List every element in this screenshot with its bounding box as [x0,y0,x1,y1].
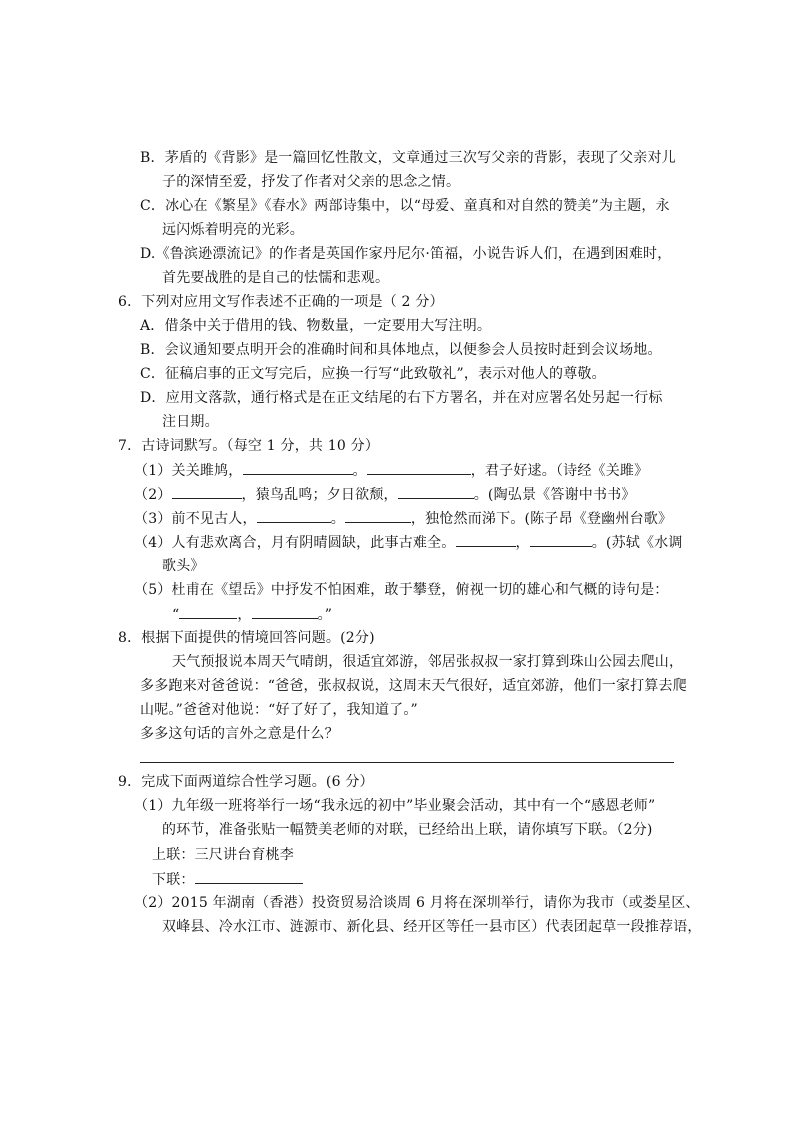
q5-option-d-line2: 首先要战胜的是自己的怯懦和悲观。 [162,270,390,286]
q7-item-3-text-c: ，独怆然而涕下。(陈子昂《登幽州台歌》 [410,511,673,527]
blank[interactable] [367,460,471,475]
q7-item-2-text-b: ，猿鸟乱鸣；夕日欲颓， [241,487,398,503]
blank[interactable] [179,604,237,619]
q7-item-1 [134,460,648,481]
q7-item-4 [134,532,683,553]
q7-item-5: （5）杜甫在《望岳》中抒发不怕困难，敢于攀登，俯视一切的雄心和气概的诗句是： [134,582,669,598]
q5-option-b-line1: B．茅盾的《背影》是一篇回忆性散文，文章通过三次写父亲的背影，表现了父亲对儿 [140,150,676,166]
blank[interactable] [456,532,516,547]
q7-item-4-line2: 歌头》 [162,558,205,574]
q5-option-b-line2: 子的深情至爱，抒发了作者对父亲的思念之情。 [162,174,461,190]
q7-item-1-text-c: ，君子好逑。（诗经《关雎》 [470,463,649,479]
q6-option-d-line2: 注日期。 [162,414,219,430]
q5-option-c-line2: 远闪烁着明亮的光彩。 [162,222,304,238]
q7-item-2-text-a: （2） [134,487,172,503]
q9-upper-couplet: 上联：三尺讲台育桃李 [152,847,294,863]
q8-passage-line3: 山呢。”爸爸对他说：“好了好了，我知道了。” [140,702,418,718]
q7-item-5-blanks [172,604,332,625]
q6-option-a: A．借条中关于借用的钱、物数量，一定要用大写注明。 [140,318,492,334]
blank[interactable] [530,532,592,547]
q5-option-c-line1: C．冰心在《繁星》《春水》两部诗集中，以“母爱、童真和对自然的赞美”为主题，永 [140,198,670,214]
q7-item-3-text-b: 。 [330,511,345,527]
q9-lower-label: 下联： [152,872,195,888]
q7-item-4-text-c: 。(苏轼《水调 [591,535,683,551]
q8-stem: 8．根据下面提供的情境回答问题。(2分) [118,630,375,646]
q9-lower-couplet [152,869,303,890]
blank[interactable] [252,604,318,619]
q7-stem: 7．古诗词默写。（每空 1 分，共 10 分） [118,438,380,454]
q5-option-d-line1: D.《鲁滨逊漂流记》的作者是英国作家丹尼尔·笛福，小说告诉人们，在遇到困难时， [140,246,672,262]
q6-option-c: C．征稿启事的正文写完后，应换一行写“此致敬礼”，表示对他人的尊敬。 [140,366,606,382]
q7-item-2-text-c: 。(陶弘景《答谢中书书》 [473,487,636,503]
q9-item-1-line2: 的环节，准备张贴一幅赞美老师的对联，已经给出上联，请你填写下联。（2分) [162,822,653,838]
q9-item-1-line1: （1）九年级一班将举行一场“我永远的初中”毕业聚会活动，其中有一个“感恩老师” [134,798,656,814]
q6-option-d-line1: D．应用文落款，通行格式是在正文结尾的右下方署名，并在对应署名处另起一行标 [140,390,663,406]
q8-passage-line2: 多多跑来对爸爸说：“爸爸，张叔叔说，这周末天气很好，适宜郊游，他们一家打算去爬 [140,678,687,694]
q7-item-2 [134,484,636,505]
q7-item-4-text-a: （4）人有悲欢离合，月有阴晴圆缺，此事古难全。 [134,535,456,551]
q6-option-b: B．会议通知要点明开会的准确时间和具体地点，以便参会人员按时赶到会议场地。 [140,342,662,358]
blank[interactable] [172,484,242,499]
q6-stem: 6．下列对应用文写作表述不正确的一项是（ 2 分） [118,294,444,310]
q8-passage-line1: 天气预报说本周天气晴朗，很适宜郊游，邻居张叔叔一家打算到珠山公园去爬山， [172,654,684,670]
q7-item-3-text-a: （3）前不见古人， [134,511,257,527]
q7-item-1-text-b: 。 [352,463,367,479]
q7-item-3 [134,508,672,529]
blank[interactable] [195,869,303,884]
blank[interactable] [345,508,411,523]
q7-item-5-quote-close: 。” [317,607,333,623]
q9-stem: 9．完成下面两道综合性学习题。(6 分） [118,774,374,790]
blank[interactable] [243,460,353,475]
q7-item-5-comma: ， [237,607,252,623]
q8-answer-line[interactable] [140,762,674,763]
q9-item-2-line2: 双峰县、冷水江市、涟源市、新化县、经开区等任一县市区）代表团起草一段推荐语， [162,919,702,935]
q7-item-1-text-a: （1）关关雎鸠， [134,463,243,479]
q8-question: 多多这句话的言外之意是什么？ [140,726,339,742]
blank[interactable] [257,508,331,523]
q7-item-5-quote-open: “ [172,607,180,623]
q7-item-4-text-b: ， [515,535,530,551]
blank[interactable] [398,484,474,499]
q9-item-2-line1: （2）2015 年湖南（香港）投资贸易洽谈周 6 月将在深圳举行，请你为我市（或娄星区、 [134,895,700,911]
